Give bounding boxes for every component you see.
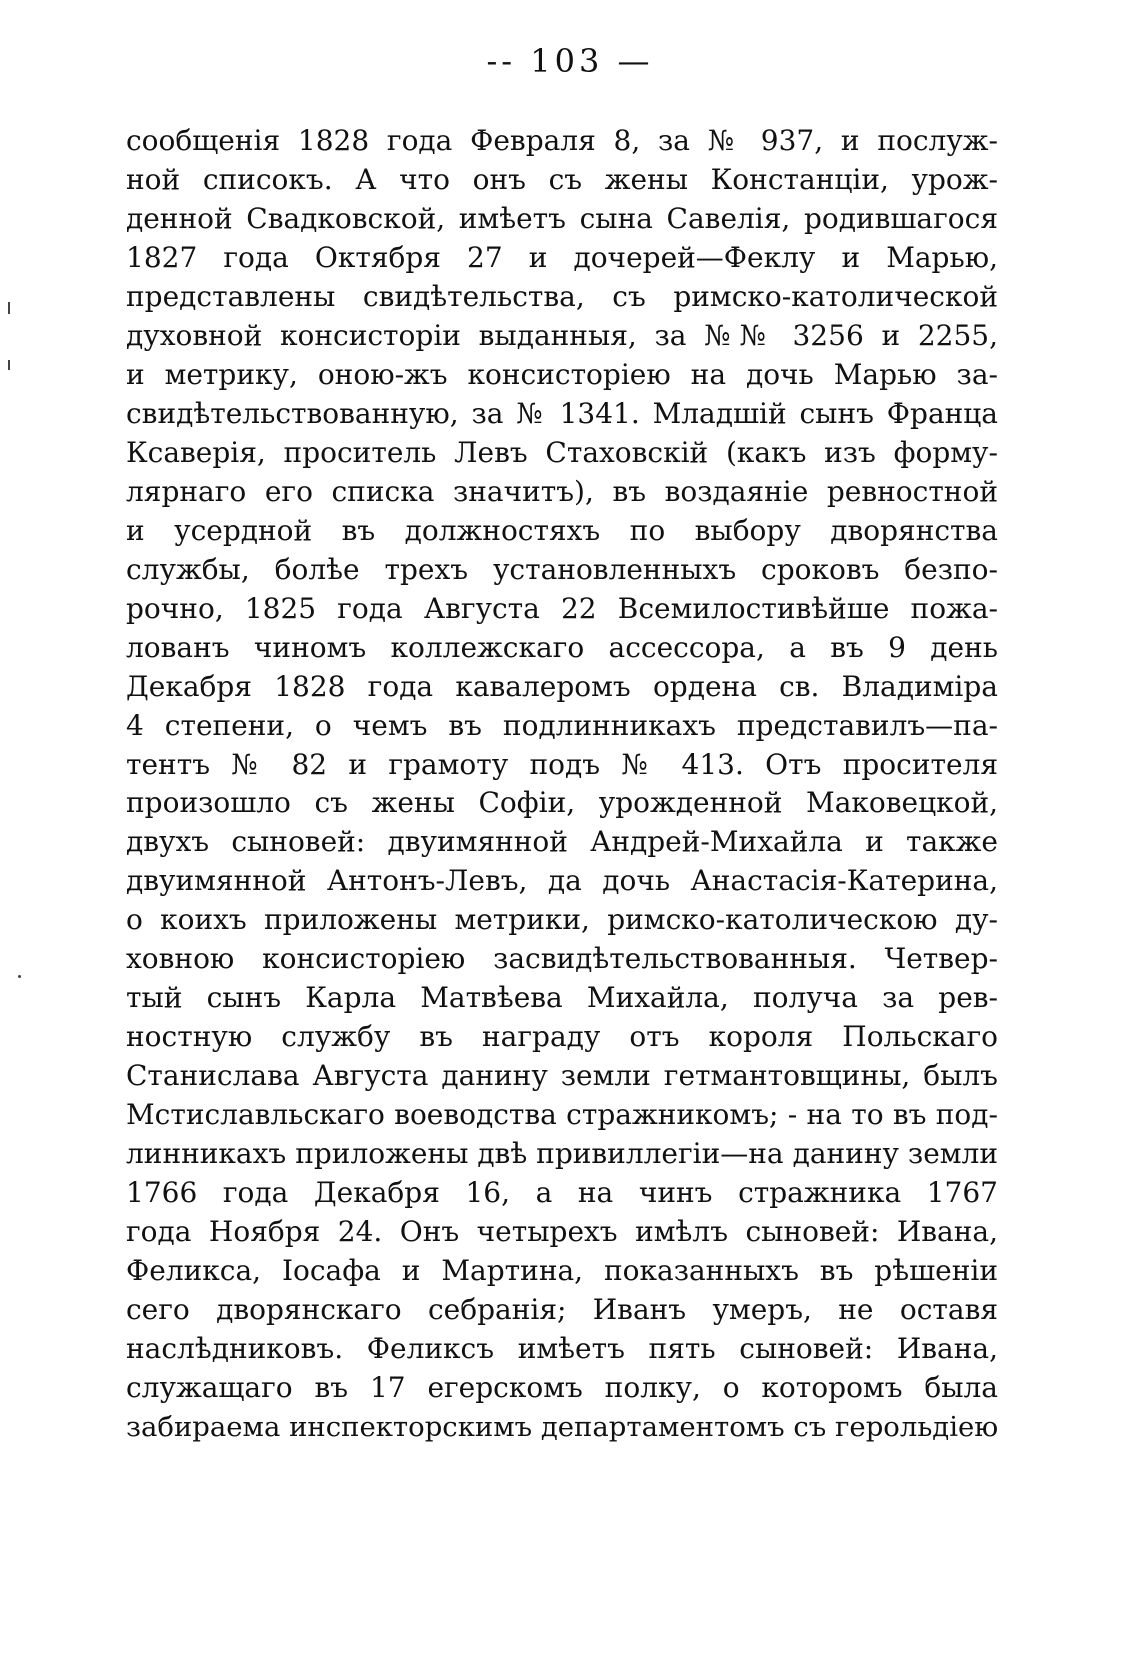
body-text <box>126 122 998 1447</box>
text-line: и метрику, оною-жъ консисторіею на дочь Марью за- <box>126 357 998 391</box>
text-line: 4 степени, о чемъ въ подлинникахъ представилъ—па- <box>126 708 998 742</box>
text-line: денной Свадковской, имѣетъ сына Савелія, родившагося <box>126 201 998 235</box>
text-line: службы, болѣе трехъ установленныхъ сроковъ безпо- <box>126 552 998 586</box>
text-line: рочно, 1825 года Августа 22 Всемилостивѣйше пожа- <box>126 591 998 625</box>
text-line: произошло съ жены Софіи, урожденной Маковецкой, <box>126 786 998 820</box>
text-line: тый сынъ Карла Матвѣева Михайла, получа за рев- <box>126 981 998 1015</box>
margin-mark <box>8 360 10 370</box>
text-line: 1827 года Октября 27 и дочерей—Феклу и Марью, <box>126 240 998 274</box>
text-line: о коихъ приложены метрики, римско-католическою ду- <box>126 903 998 937</box>
text-line: двуимянной Антонъ-Левъ, да дочь Анастасія-Катерина, <box>126 864 998 898</box>
text-line: Ксаверія, проситель Левъ Стаховскій (какъ изъ форму- <box>126 435 998 469</box>
text-line: года Ноября 24. Онъ четырехъ имѣлъ сыновей: Ивана, <box>126 1215 998 1249</box>
text-line: сообщенія 1828 года Февраля 8, за № 937, и послуж- <box>126 124 998 157</box>
text-line: Станислава Августа данину земли гетмантовщины, былъ <box>126 1059 998 1093</box>
text-line: лярнаго его списка значитъ), въ воздаяніе ревностной <box>126 474 998 508</box>
text-line: Мстиславльскаго воеводства стражникомъ; - на то въ под- <box>126 1098 998 1132</box>
margin-mark <box>8 302 10 314</box>
text-line: Феликса, Іосафа и Мартина, показанныхъ въ рѣшеніи <box>126 1254 998 1288</box>
text-line: лованъ чиномъ коллежскаго ассессора, а въ 9 день <box>126 630 998 664</box>
text-line: свидѣтельствованную, за № 1341. Младшій сынъ Франца <box>126 396 998 430</box>
text-line: двухъ сыновей: двуимянной Андрей-Михайла и также <box>126 825 998 859</box>
text-line: ховною консисторіею засвидѣтельствованныя. Четвер- <box>126 942 998 976</box>
text-line: сего дворянскаго себранія; Иванъ умеръ, не оставя <box>126 1293 998 1327</box>
text-line: ной списокъ. А что онъ съ жены Констанціи, урож- <box>126 162 998 196</box>
text-line: служащаго въ 17 егерскомъ полку, о которомъ была <box>126 1371 998 1404</box>
text-line: Декабря 1828 года кавалеромъ ордена св. Владиміра <box>126 669 998 703</box>
text-line: представлены свидѣтельства, съ римско-католической <box>126 279 998 313</box>
text-line: ностную службу въ награду отъ короля Польскаго <box>126 1020 998 1054</box>
text-line: и усердной въ должностяхъ по выбору дворянства <box>126 513 998 547</box>
text-line: духовной консисторіи выданныя, за №№ 3256 и 2255, <box>126 318 998 352</box>
margin-dot <box>18 975 21 978</box>
page-number: -- 103 — <box>486 42 654 80</box>
text-line: 1766 года Декабря 16, а на чинъ стражника 1767 <box>126 1176 998 1210</box>
text-line: тентъ № 82 и грамоту подъ № 413. Отъ просителя <box>126 747 998 781</box>
text-line: наслѣдниковъ. Феликсъ имѣетъ пять сыновей: Ивана, <box>126 1332 998 1366</box>
text-line: линникахъ приложены двѣ привиллегіи—на данину земли <box>126 1137 998 1171</box>
text-line: забираема инспекторскимъ департаментомъ съ герольдіею <box>126 1410 998 1443</box>
